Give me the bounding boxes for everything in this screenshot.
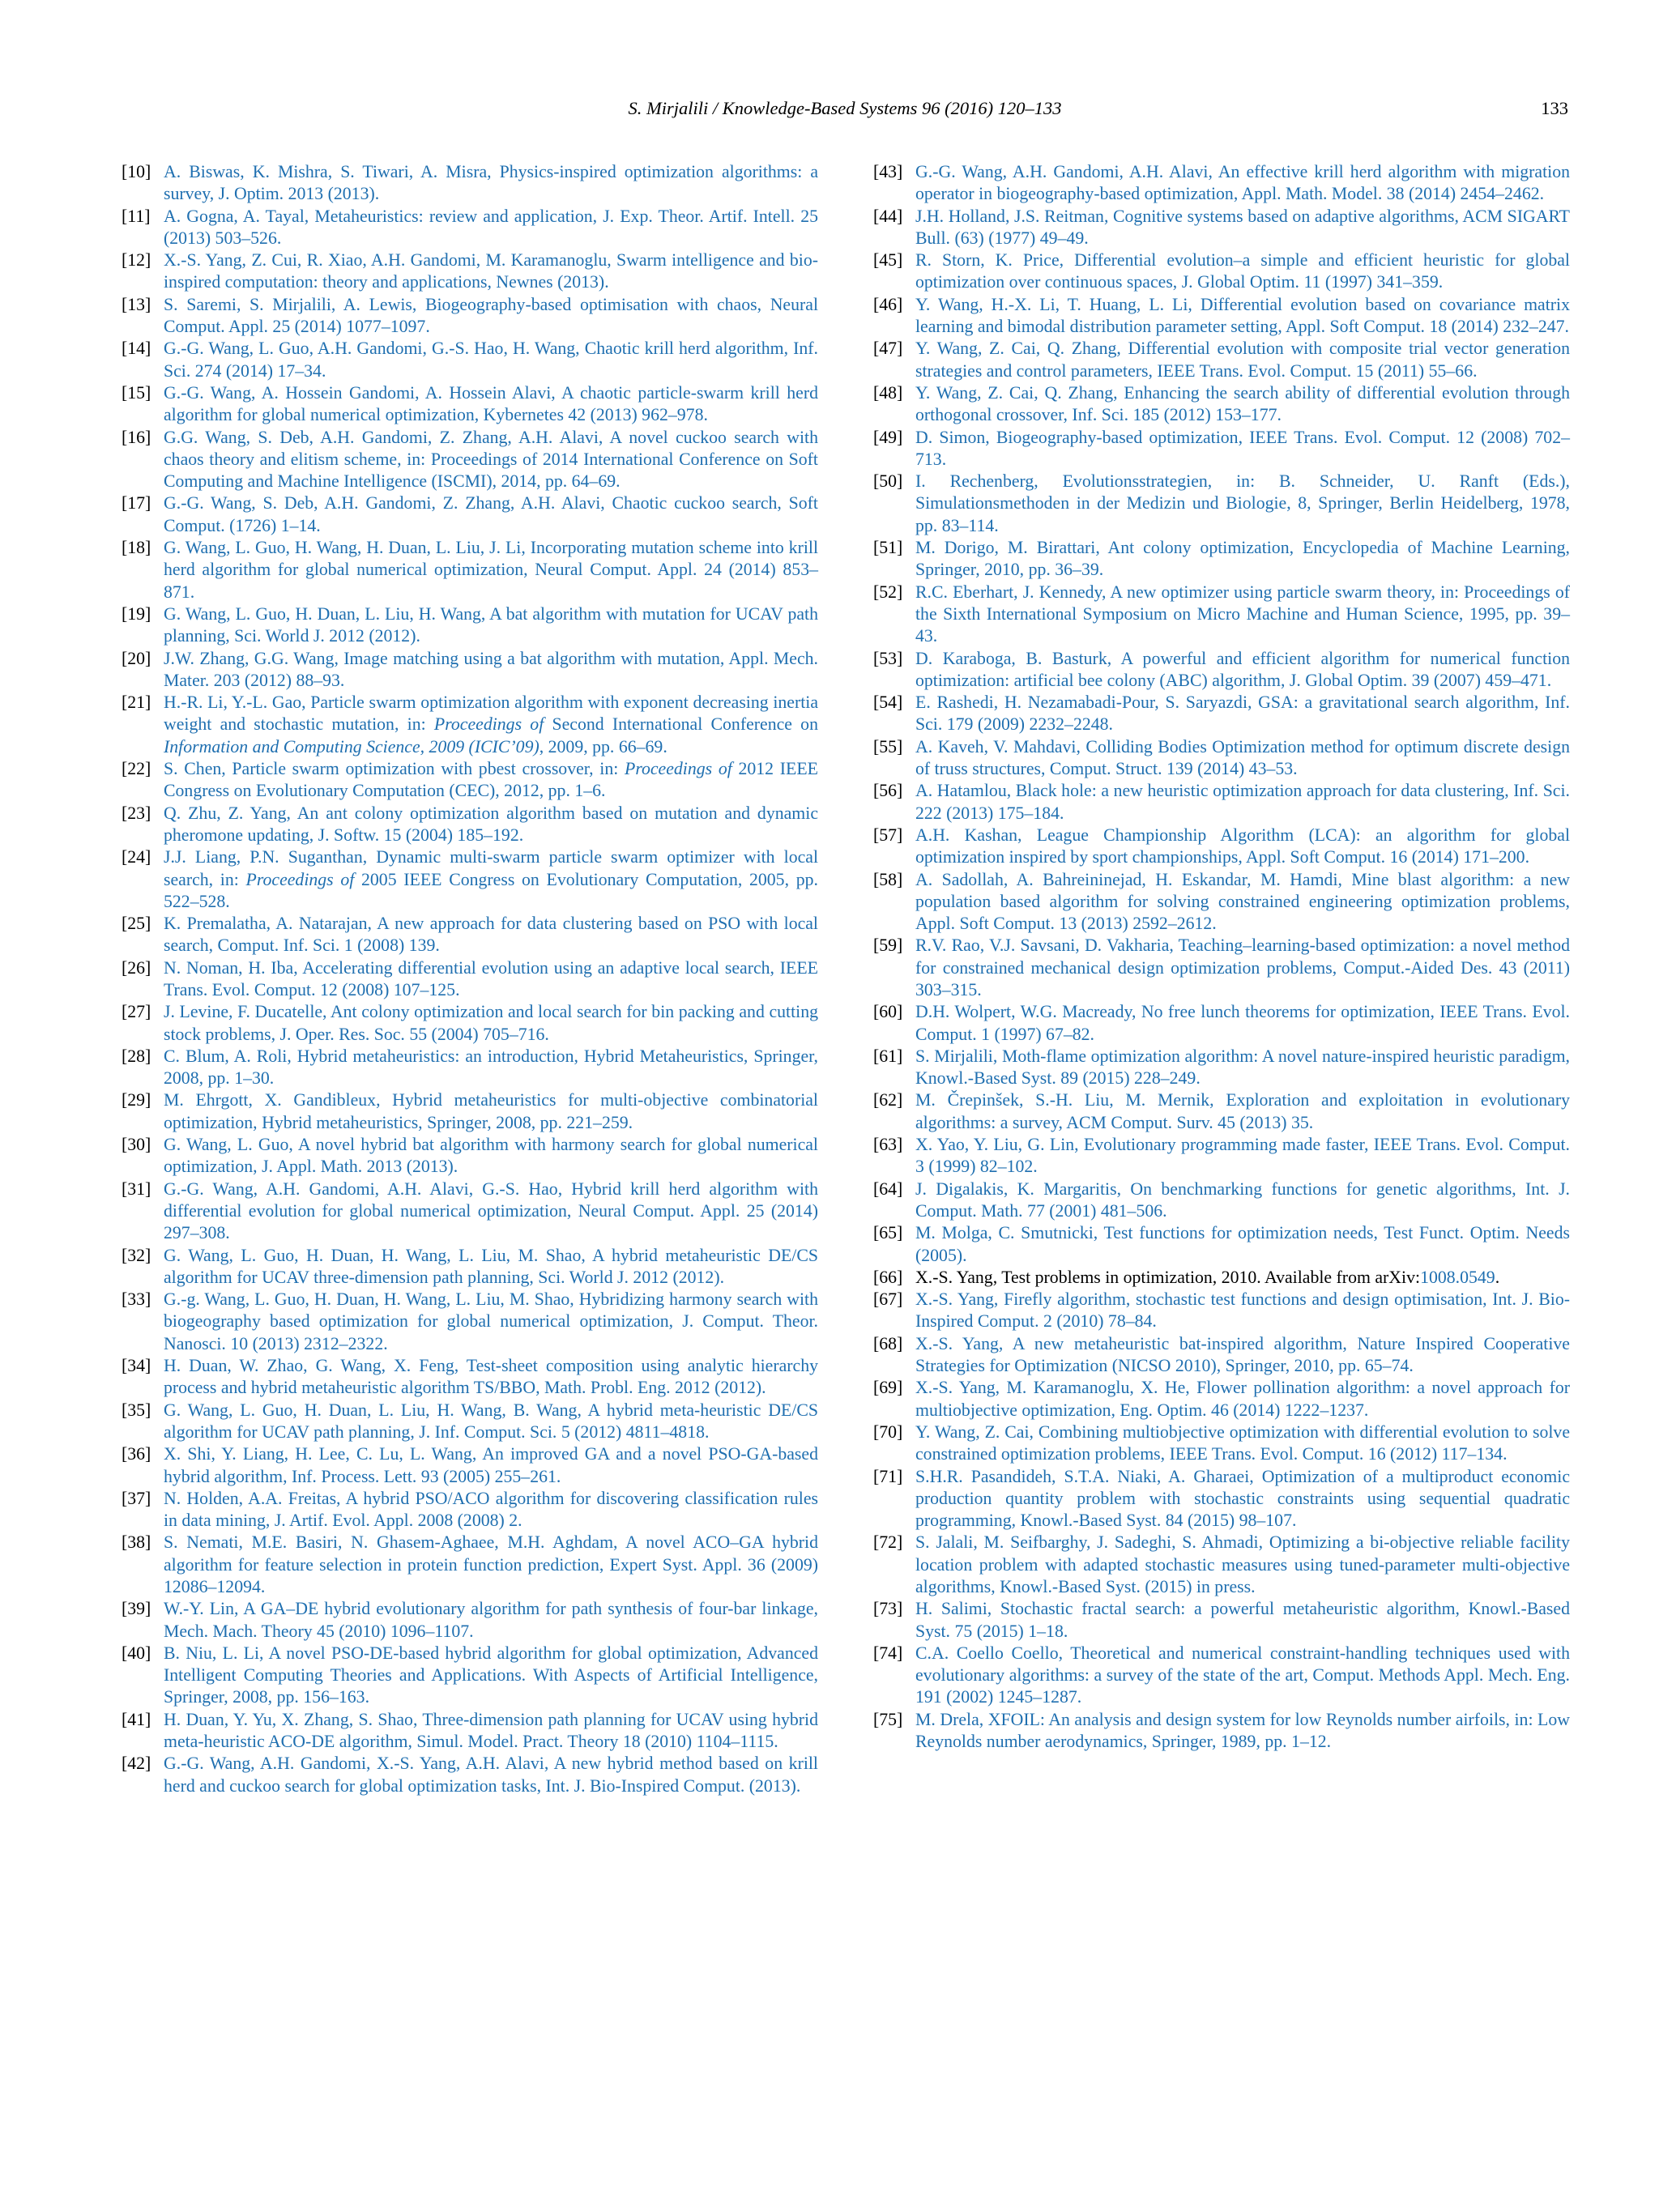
reference-link[interactable]: I. Rechenberg, Evolutionsstrategien, in: B. Schneider, U. Ranft (Eds.), Simulationsmethoden in der Medizin und Biologie, 8, Springer, Berlin Heidelberg, 1978, pp. 83–114.	[915, 471, 1570, 535]
reference-number: [18]	[122, 538, 151, 558]
reference-italic-text: Proceedings of	[625, 759, 732, 779]
reference-link[interactable]: N. Noman, H. Iba, Accelerating differential evolution using an adaptive local search, IEEE Trans. Evol. Comput. 12 (2008) 107–125.	[164, 957, 818, 999]
reference-entry	[122, 294, 818, 339]
running-head	[122, 98, 1568, 124]
reference-entry	[873, 1289, 1570, 1333]
reference-link[interactable]: X.-S. Yang, Firefly algorithm, stochastic test functions and design optimisation, Int. J. Bio-Inspired Comput. 2 (2010) 78–84.	[915, 1289, 1570, 1332]
reference-link[interactable]: J.W. Zhang, G.G. Wang, Image matching using a bat algorithm with mutation, Appl. Mech. Mater. 203 (2012) 88–93.	[164, 648, 818, 690]
reference-number: [29]	[122, 1090, 151, 1110]
reference-link[interactable]: A. Biswas, K. Mishra, S. Tiwari, A. Misra, Physics-inspired optimization algorithms: a survey, J. Optim. 2013 (2013).	[164, 162, 818, 204]
reference-number: [74]	[873, 1643, 903, 1663]
reference-entry	[122, 1001, 818, 1046]
reference-link[interactable]: H. Salimi, Stochastic fractal search: a powerful metaheuristic algorithm, Knowl.-Based Syst. 75 (2015) 1–18.	[915, 1599, 1570, 1641]
reference-link[interactable]: G.-G. Wang, A. Hossein Gandomi, A. Hossein Alavi, A chaotic particle-swarm krill herd algorithm for global numerical optimization, Kybernetes 42 (2013) 962–978.	[164, 382, 818, 425]
reference-text-segment: S. Chen, Particle swarm optimization with pbest crossover, in:	[164, 759, 625, 779]
reference-number: [46]	[873, 294, 903, 314]
reference-link[interactable]: M. Dorigo, M. Birattari, Ant colony optimization, Encyclopedia of Machine Learning, Springer, 2010, pp. 36–39.	[915, 538, 1570, 580]
reference-link[interactable]: K. Premalatha, A. Natarajan, A new approach for data clustering based on PSO with local search, Comput. Inf. Sci. 1 (2008) 139.	[164, 914, 818, 956]
reference-entry	[122, 803, 818, 847]
reference-link[interactable]: X.-S. Yang, Z. Cui, R. Xiao, A.H. Gandomi, M. Karamanoglu, Swarm intelligence and bio-inspired computation: theory and applications, Newnes (2013).	[164, 250, 818, 292]
reference-entry	[873, 582, 1570, 648]
references-left-column	[122, 161, 818, 1797]
reference-number: [35]	[122, 1400, 151, 1420]
reference-entry	[122, 1488, 818, 1532]
reference-entry	[873, 1598, 1570, 1643]
reference-link[interactable]: G.G. Wang, S. Deb, A.H. Gandomi, Z. Zhang, A.H. Alavi, A novel cuckoo search with chaos theory and elitism scheme, in: Proceedings of 2014 International Conference on Soft Computing and Machine Intelligence (ISCMI), 2014, pp. 64–69.	[164, 427, 818, 492]
reference-number: [55]	[873, 736, 903, 757]
reference-number: [51]	[873, 538, 903, 558]
reference-number: [65]	[873, 1223, 903, 1243]
reference-number: [67]	[873, 1289, 903, 1310]
reference-entry	[873, 294, 1570, 339]
reference-link[interactable]: D. Karaboga, B. Basturk, A powerful and efficient algorithm for numerical function optimization: artificial bee colony (ABC) algorithm, J. Global Optim. 39 (2007) 459–471.	[915, 648, 1570, 690]
reference-link[interactable]: X.-S. Yang, M. Karamanoglu, X. He, Flower pollination algorithm: a novel approach for multiobjective optimization, Eng. Optim. 46 (2014) 1222–1237.	[915, 1378, 1570, 1420]
reference-italic-text: Proceedings of	[245, 869, 355, 889]
reference-text-segment: J.J. Liang, P.N. Suganthan, Dynamic multi-swarm particle swarm optimizer with local search, in:	[164, 847, 818, 889]
reference-number: [75]	[873, 1709, 903, 1729]
reference-text-segment: , 2009, pp. 66–69.	[539, 736, 667, 757]
reference-entry	[122, 338, 818, 382]
reference-link[interactable]: Y. Wang, H.-X. Li, T. Huang, L. Li, Differential evolution based on covariance matrix learning and bimodal distribution parameter setting, Appl. Soft Comput. 18 (2014) 232–247.	[915, 294, 1570, 337]
reference-link[interactable]: D. Simon, Biogeography-based optimization, IEEE Trans. Evol. Comput. 12 (2008) 702–713.	[915, 427, 1570, 469]
reference-number: [26]	[122, 957, 151, 978]
reference-link[interactable]: G. Wang, L. Guo, H. Wang, H. Duan, L. Liu, J. Li, Incorporating mutation scheme into krill herd algorithm for global numerical optimization, Neural Comput. Appl. 24 (2014) 853–871.	[164, 538, 818, 602]
reference-entry	[122, 1532, 818, 1598]
reference-entry	[873, 736, 1570, 781]
reference-entry	[122, 1289, 818, 1355]
reference-link[interactable]: G.-G. Wang, L. Guo, A.H. Gandomi, G.-S. Hao, H. Wang, Chaotic krill herd algorithm, Inf. Sci. 274 (2014) 17–34.	[164, 339, 818, 381]
reference-number: [12]	[122, 250, 151, 271]
reference-entry	[122, 692, 818, 758]
reference-number: [32]	[122, 1245, 151, 1265]
reference-entry	[873, 825, 1570, 869]
reference-link[interactable]: A. Hatamlou, Black hole: a new heuristic optimization approach for data clustering, Inf. Sci. 222 (2013) 175–184.	[915, 781, 1570, 823]
running-title: S. Mirjalili / Knowledge-Based Systems 96 (2016) 120–133	[628, 98, 1062, 118]
reference-link[interactable]: A. Kaveh, V. Mahdavi, Colliding Bodies Optimization method for optimum discrete design of truss structures, Comput. Struct. 139 (2014) 43–53.	[915, 736, 1570, 779]
reference-entry	[873, 1466, 1570, 1532]
reference-text-segment: Second International Conference on	[544, 714, 818, 735]
reference-number: [54]	[873, 693, 903, 713]
reference-link[interactable]: Y. Wang, Z. Cai, Q. Zhang, Enhancing the search ability of differential evolution through orthogonal crossover, Inf. Sci. 185 (2012) 153–177.	[915, 382, 1570, 425]
reference-number: [41]	[122, 1709, 151, 1729]
reference-link[interactable]: R.V. Rao, V.J. Savsani, D. Vakharia, Teaching–learning-based optimization: a novel method for constrained mechanical design optimization problems, Comput.-Aided Des. 43 (2011) 303–315.	[915, 936, 1570, 999]
reference-entry	[122, 1089, 818, 1134]
reference-number: [11]	[122, 206, 151, 226]
reference-number: [64]	[873, 1178, 903, 1199]
reference-entry	[873, 1046, 1570, 1090]
reference-number: [57]	[873, 825, 903, 845]
reference-link[interactable]: S. Mirjalili, Moth-flame optimization algorithm: A novel nature-inspired heuristic paradigm, Knowl.-Based Syst. 89 (2015) 228–249.	[915, 1046, 1570, 1089]
reference-entry	[122, 913, 818, 957]
reference-italic-text: Proceedings of	[433, 714, 544, 735]
reference-link[interactable]: Y. Wang, Z. Cai, Q. Zhang, Differential evolution with composite trial vector generation strategies and control parameters, IEEE Trans. Evol. Comput. 15 (2011) 55–66.	[915, 339, 1570, 381]
reference-entry	[122, 1709, 818, 1754]
reference-number: [34]	[122, 1356, 151, 1376]
reference-number: [62]	[873, 1090, 903, 1110]
reference-entry	[122, 1753, 818, 1797]
reference-entry	[122, 1245, 818, 1289]
reference-text-segment: .	[1495, 1267, 1500, 1287]
reference-number: [24]	[122, 847, 151, 867]
reference-entry	[873, 780, 1570, 825]
reference-number: [22]	[122, 759, 151, 779]
reference-link[interactable]: X.-S. Yang, A new metaheuristic bat-inspired algorithm, Nature Inspired Cooperative Strategies for Optimization (NICSO 2010), Springer, 2010, pp. 65–74.	[915, 1333, 1570, 1376]
reference-number: [19]	[122, 603, 151, 624]
page-number: 133	[1541, 98, 1568, 118]
reference-entry	[873, 537, 1570, 582]
reference-number: [72]	[873, 1532, 903, 1553]
reference-number: [60]	[873, 1002, 903, 1022]
reference-number: [30]	[122, 1135, 151, 1155]
reference-entry	[873, 1421, 1570, 1466]
reference-entry	[873, 1643, 1570, 1709]
reference-number: [27]	[122, 1002, 151, 1022]
reference-link[interactable]: J.H. Holland, J.S. Reitman, Cognitive systems based on adaptive algorithms, ACM SIGART Bull. (63) (1977) 49–49.	[915, 206, 1570, 248]
reference-entry	[873, 648, 1570, 693]
reference-number: [69]	[873, 1378, 903, 1398]
reference-entry	[873, 206, 1570, 250]
reference-entry	[122, 206, 818, 250]
reference-number: [49]	[873, 427, 903, 447]
reference-text-segment: X.-S. Yang, Test problems in optimization, 2010. Available from arXiv:	[915, 1267, 1421, 1287]
reference-link[interactable]: M. Ehrgott, X. Gandibleux, Hybrid metaheuristics for multi-objective combinatorial optimization, Hybrid metaheuristics, Springer, 2008, pp. 221–259.	[164, 1090, 818, 1132]
reference-link[interactable]: X. Yao, Y. Liu, G. Lin, Evolutionary programming made faster, IEEE Trans. Evol. Comput. 3 (1999) 82–102.	[915, 1135, 1570, 1177]
reference-entry	[873, 1222, 1570, 1267]
reference-link[interactable]: G. Wang, L. Guo, H. Duan, L. Liu, H. Wang, A bat algorithm with mutation for UCAV path planning, Sci. World J. 2012 (2012).	[164, 603, 818, 646]
reference-link[interactable]: M. Drela, XFOIL: An analysis and design system for low Reynolds number airfoils, in: Low Reynolds number aerodynamics, Springer, 1989, pp. 1–12.	[915, 1709, 1570, 1752]
reference-link[interactable]: W.-Y. Lin, A GA–DE hybrid evolutionary algorithm for path synthesis of four-bar linkage, Mech. Mach. Theory 45 (2010) 1096–1107.	[164, 1599, 818, 1641]
reference-link[interactable]: G. Wang, L. Guo, H. Duan, L. Liu, H. Wang, B. Wang, A hybrid meta-heuristic DE/CS algorithm for UCAV path planning, J. Inf. Comput. Sci. 5 (2012) 4811–4818.	[164, 1400, 818, 1442]
reference-link[interactable]: J. Digalakis, K. Margaritis, On benchmarking functions for genetic algorithms, Int. J. Comput. Math. 77 (2001) 481–506.	[915, 1178, 1570, 1221]
reference-link[interactable]: M. Molga, C. Smutnicki, Test functions for optimization needs, Test Funct. Optim. Needs (2005).	[915, 1223, 1570, 1265]
reference-number: [28]	[122, 1046, 151, 1066]
reference-link[interactable]: G.-G. Wang, A.H. Gandomi, A.H. Alavi, An effective krill herd algorithm with migration operator in biogeography-based optimization, Appl. Math. Model. 38 (2014) 2454–2462.	[915, 162, 1570, 204]
reference-link[interactable]: G. Wang, L. Guo, A novel hybrid bat algorithm with harmony search for global numerical optimization, J. Appl. Math. 2013 (2013).	[164, 1135, 818, 1177]
reference-number: [20]	[122, 648, 151, 668]
reference-number: [66]	[873, 1267, 903, 1287]
reference-number: [70]	[873, 1421, 903, 1442]
reference-link[interactable]: H. Duan, Y. Yu, X. Zhang, S. Shao, Three-dimension path planning for UCAV using hybrid meta-heuristic ACO-DE algorithm, Simul. Model. Pract. Theory 18 (2010) 1104–1115.	[164, 1709, 818, 1752]
reference-entry	[122, 161, 818, 206]
reference-number: [43]	[873, 162, 903, 181]
reference-entry	[873, 427, 1570, 471]
reference-number: [33]	[122, 1289, 151, 1310]
reference-entry	[122, 249, 818, 294]
reference-link[interactable]: M. Črepinšek, S.-H. Liu, M. Mernik, Exploration and exploitation in evolutionary algorithms: a survey, ACM Comput. Surv. 45 (2013) 35.	[915, 1090, 1570, 1132]
reference-link[interactable]: D.H. Wolpert, W.G. Macready, No free lunch theorems for optimization, IEEE Trans. Evol. Comput. 1 (1997) 67–82.	[915, 1002, 1570, 1044]
reference-entry	[122, 1643, 818, 1709]
reference-entry	[122, 603, 818, 648]
reference-link[interactable]: A. Sadollah, A. Bahreininejad, H. Eskandar, M. Hamdi, Mine blast algorithm: a new population based algorithm for solving constrained engineering optimization problems, Appl. Soft Comput. 13 (2013) 2592–2612.	[915, 869, 1570, 934]
reference-entry	[873, 161, 1570, 206]
reference-entry	[122, 846, 818, 913]
reference-link[interactable]	[164, 847, 818, 911]
reference-number: [56]	[873, 781, 903, 801]
reference-number: [36]	[122, 1444, 151, 1464]
reference-link[interactable]: Q. Zhu, Z. Yang, An ant colony optimization algorithm based on mutation and dynamic pheromone updating, J. Softw. 15 (2004) 185–192.	[164, 803, 818, 845]
reference-number: [53]	[873, 648, 903, 668]
reference-number: [17]	[122, 493, 151, 514]
reference-number: [14]	[122, 339, 151, 359]
reference-entry	[873, 935, 1570, 1001]
reference-link[interactable]	[164, 693, 818, 757]
reference-entry	[873, 1178, 1570, 1223]
reference-number: [39]	[122, 1599, 151, 1619]
reference-entry	[122, 427, 818, 493]
reference-number: [23]	[122, 803, 151, 823]
reference-link[interactable]: N. Holden, A.A. Freitas, A hybrid PSO/ACO algorithm for discovering classification rules in data mining, J. Artif. Evol. Appl. 2008 (2008) 2.	[164, 1488, 818, 1531]
reference-link[interactable]: S. Jalali, M. Seifbarghy, J. Sadeghi, S. Ahmadi, Optimizing a bi-objective reliable facility location problem with adapted stochastic measures using tuned-parameter multi-objective algorithms, Knowl.-Based Syst. (2015) in press.	[915, 1532, 1570, 1596]
reference-link[interactable]: S. Nemati, M.E. Basiri, N. Ghasem-Aghaee, M.H. Aghdam, A novel ACO–GA hybrid algorithm for feature selection in protein function prediction, Expert Syst. Appl. 36 (2009) 12086–12094.	[164, 1532, 818, 1596]
reference-link[interactable]: X. Shi, Y. Liang, H. Lee, C. Lu, L. Wang, An improved GA and a novel PSO-GA-based hybrid algorithm, Inf. Process. Lett. 93 (2005) 255–261.	[164, 1444, 818, 1486]
reference-entry	[122, 648, 818, 693]
reference-link[interactable]: E. Rashedi, H. Nezamabadi-Pour, S. Saryazdi, GSA: a gravitational search algorithm, Inf. Sci. 179 (2009) 2232–2248.	[915, 693, 1570, 735]
reference-entry	[873, 1267, 1570, 1289]
reference-number: [40]	[122, 1643, 151, 1663]
reference-link[interactable]	[164, 759, 818, 800]
reference-number: [37]	[122, 1488, 151, 1508]
reference-link[interactable]: G.-G. Wang, S. Deb, A.H. Gandomi, Z. Zhang, A.H. Alavi, Chaotic cuckoo search, Soft Comput. (1726) 1–14.	[164, 493, 818, 535]
reference-number: [15]	[122, 382, 151, 403]
reference-entry	[122, 1046, 818, 1090]
reference-link[interactable]: S.H.R. Pasandideh, S.T.A. Niaki, A. Gharaei, Optimization of a multiproduct economic production quantity problem with stochastic constraints using sequential quadratic programming, Knowl.-Based Syst. 84 (2015) 98–107.	[915, 1466, 1570, 1531]
reference-number: [52]	[873, 582, 903, 602]
reference-text-segment: 2005 IEEE Congress on Evolutionary Computation, 2005, pp. 522–528.	[164, 869, 818, 911]
reference-link[interactable]: J. Levine, F. Ducatelle, Ant colony optimization and local search for bin packing and cutting stock problems, J. Oper. Res. Soc. 55 (2004) 705–716.	[164, 1002, 818, 1044]
reference-entry	[122, 957, 818, 1002]
reference-number: [59]	[873, 936, 903, 956]
reference-number: [48]	[873, 382, 903, 403]
reference-number: [42]	[122, 1754, 151, 1774]
reference-entry	[873, 1532, 1570, 1598]
reference-entry	[122, 1443, 818, 1488]
reference-entry	[122, 1134, 818, 1178]
reference-number: [71]	[873, 1466, 903, 1486]
reference-entry	[122, 382, 818, 427]
reference-link[interactable]: R.C. Eberhart, J. Kennedy, A new optimizer using particle swarm theory, in: Proceedings of the Sixth International Symposium on Micro Machine and Human Science, 1995, pp. 39–43.	[915, 582, 1570, 646]
reference-text	[915, 1268, 1499, 1287]
reference-number: [58]	[873, 869, 903, 889]
reference-entry	[873, 471, 1570, 537]
reference-entry	[873, 382, 1570, 427]
reference-number: [61]	[873, 1046, 903, 1066]
reference-link[interactable]: G. Wang, L. Guo, H. Duan, H. Wang, L. Liu, M. Shao, A hybrid metaheuristic DE/CS algorithm for UCAV three-dimension path planning, Sci. World J. 2012 (2012).	[164, 1245, 818, 1287]
reference-link[interactable]: Y. Wang, Z. Cai, Combining multiobjective optimization with differential evolution to solve constrained optimization problems, IEEE Trans. Evol. Comput. 16 (2012) 117–134.	[915, 1421, 1570, 1464]
reference-entry	[122, 537, 818, 603]
reference-number: [63]	[873, 1135, 903, 1155]
reference-number: [38]	[122, 1532, 151, 1553]
reference-number: [44]	[873, 206, 903, 226]
reference-entry	[873, 692, 1570, 736]
reference-entry	[122, 1598, 818, 1643]
reference-number: [13]	[122, 294, 151, 314]
reference-entry	[122, 1178, 818, 1245]
reference-link[interactable]: A.H. Kashan, League Championship Algorithm (LCA): an algorithm for global optimization inspired by sport championships, Appl. Soft Comput. 16 (2014) 171–200.	[915, 825, 1570, 867]
reference-entry	[873, 1333, 1570, 1378]
reference-link[interactable]: B. Niu, L. Li, A novel PSO-DE-based hybrid algorithm for global optimization, Advanced Intelligent Computing Theories and Applications. With Aspects of Artificial Intelligence, Springer, 2008, pp. 156–163.	[164, 1643, 818, 1707]
reference-number: [73]	[873, 1599, 903, 1619]
reference-entry	[873, 338, 1570, 382]
reference-link[interactable]: G.-G. Wang, A.H. Gandomi, X.-S. Yang, A.H. Alavi, A new hybrid method based on krill herd and cuckoo search for global optimization tasks, Int. J. Bio-Inspired Comput. (2013).	[164, 1754, 818, 1796]
reference-entry	[873, 869, 1570, 936]
reference-entry	[873, 1089, 1570, 1134]
reference-number: [47]	[873, 339, 903, 359]
reference-text-segment: H.-R. Li, Y.-L. Gao, Particle swarm optimization algorithm with exponent decreasing inertia weight and stochastic mutation, in:	[164, 693, 818, 735]
reference-entry	[122, 1355, 818, 1400]
reference-entry	[873, 1134, 1570, 1178]
reference-entry	[122, 758, 818, 803]
reference-entry	[873, 1377, 1570, 1421]
reference-link[interactable]: G.-g. Wang, L. Guo, H. Duan, H. Wang, L. Liu, M. Shao, Hybridizing harmony search with biogeography based optimization for global numerical optimization, J. Comput. Theor. Nanosci. 10 (2013) 2312–2322.	[164, 1289, 818, 1353]
reference-link[interactable]: G.-G. Wang, A.H. Gandomi, A.H. Alavi, G.-S. Hao, Hybrid krill herd algorithm with differential evolution for global numerical optimization, Neural Comput. Appl. 25 (2014) 297–308.	[164, 1178, 818, 1243]
reference-entry	[122, 1400, 818, 1444]
reference-link[interactable]: C. Blum, A. Roli, Hybrid metaheuristics: an introduction, Hybrid Metaheuristics, Springer, 2008, pp. 1–30.	[164, 1046, 818, 1089]
reference-entry	[873, 249, 1570, 294]
reference-link[interactable]: S. Saremi, S. Mirjalili, A. Lewis, Biogeography-based optimisation with chaos, Neural Comput. Appl. 25 (2014) 1077–1097.	[164, 294, 818, 337]
reference-number: [45]	[873, 250, 903, 271]
reference-number: [25]	[122, 914, 151, 934]
reference-text-segment: 2012 IEEE Congress on Evolutionary Computation (CEC), 2012, pp. 1–6.	[164, 759, 818, 801]
reference-entry	[873, 1001, 1570, 1046]
reference-number: [68]	[873, 1333, 903, 1353]
reference-link[interactable]: A. Gogna, A. Tayal, Metaheuristics: review and application, J. Exp. Theor. Artif. Intell. 25 (2013) 503–526.	[164, 206, 818, 248]
reference-link[interactable]: H. Duan, W. Zhao, G. Wang, X. Feng, Test-sheet composition using analytic hierarchy process and hybrid metaheuristic algorithm TS/BBO, Math. Probl. Eng. 2012 (2012).	[164, 1356, 818, 1398]
reference-link[interactable]: C.A. Coello Coello, Theoretical and numerical constraint-handling techniques used with evolutionary algorithms: a survey of the state of the art, Comput. Methods Appl. Mech. Eng. 191 (2002) 1245–1287.	[915, 1643, 1570, 1707]
reference-number: [31]	[122, 1178, 151, 1199]
reference-italic-text: Information and Computing Science, 2009 (ICIC’09)	[164, 736, 539, 757]
reference-number: [50]	[873, 471, 903, 492]
arxiv-link[interactable]: 1008.0549	[1420, 1267, 1495, 1287]
reference-number: [21]	[122, 693, 151, 713]
reference-number: [10]	[122, 162, 151, 181]
reference-entry	[122, 492, 818, 537]
reference-number: [16]	[122, 427, 151, 447]
reference-entry	[873, 1709, 1570, 1754]
references-right-column	[873, 161, 1570, 1753]
reference-link[interactable]: R. Storn, K. Price, Differential evolution–a simple and efficient heuristic for global optimization over continuous spaces, J. Global Optim. 11 (1997) 341–359.	[915, 250, 1570, 292]
